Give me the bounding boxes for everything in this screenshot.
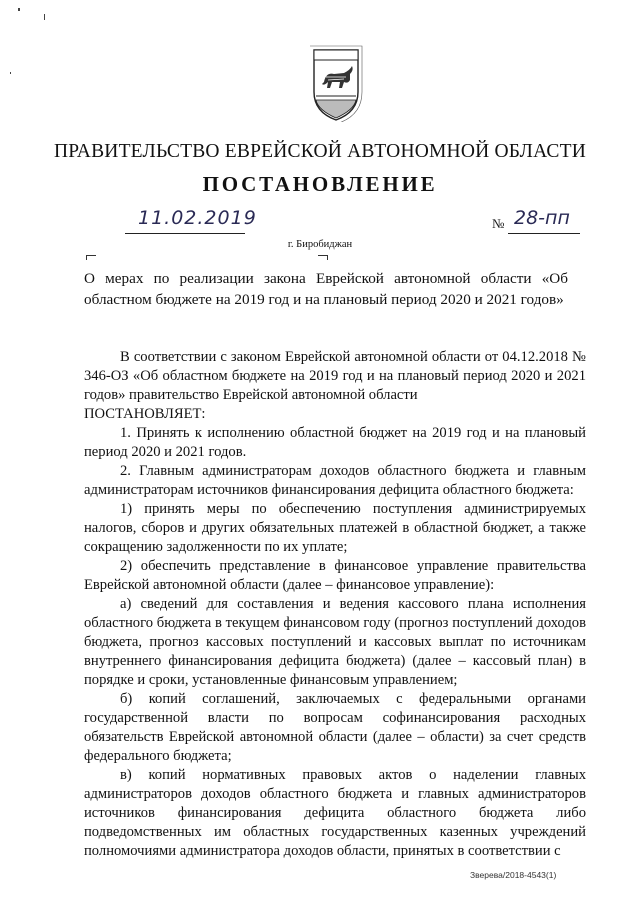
number-underline	[508, 233, 580, 234]
paragraph-2-2-a: а) сведений для составления и ведения кассового плана исполнения областного бюджета в текущем финансовом году (прогноз поступлений доходов бюджета, прогноз кассовых поступлений и кассовых выплат по источникам внутреннего финансирования дефицита бюджета) (далее – кассовый план) в порядке и сроки, установленные финансовым управлением;	[84, 596, 586, 688]
handwritten-document-number: 28-пп	[514, 207, 570, 229]
handwritten-date: 11.02.2019	[138, 207, 257, 229]
scan-speck	[18, 8, 20, 11]
footer-reference: Зверева/2018-4543(1)	[470, 870, 557, 880]
number-sign: №	[492, 216, 505, 231]
paragraph-2-2: 2) обеспечить представление в финансовое управление правительства Еврейской автономной области (далее – финансовое управление):	[84, 558, 586, 593]
city-line: г. Биробиджан	[287, 239, 353, 250]
document-body	[84, 348, 586, 861]
corner-mark-left-vertical	[86, 255, 87, 260]
corner-mark-right-vertical	[327, 255, 328, 260]
paragraph-2-2-b: б) копий соглашений, заключаемых с федеральными органами государственной власти по вопросам софинансирования расходных обязательств Еврейской автономной области (далее – области) за счет средств федерального бюджета;	[84, 691, 586, 764]
scan-speck	[10, 72, 11, 74]
government-title: ПРАВИТЕЛЬСТВО ЕВРЕЙСКОЙ АВТОНОМНОЙ ОБЛАСТИ	[53, 141, 587, 162]
coat-of-arms-emblem	[304, 44, 368, 122]
paragraph-2-2-c: в) копий нормативных правовых актов о наделении главных администраторов доходов областного бюджета и главных администраторов источников финансирования дефицита областного бюджета либо подведомственных им областных государственных казенных учреждений полномочиями администратора доходов области, принятых в соответствии с	[84, 767, 586, 859]
paragraph-1: 1. Принять к исполнению областной бюджет на 2019 год и на плановый период 2020 и 2021 годов.	[84, 425, 586, 460]
document-subject: О мерах по реализации закона Еврейской автономной области «Об областном бюджете на 2019 год и на плановый период 2020 и 2021 годов»	[84, 270, 568, 308]
corner-mark-left	[86, 255, 96, 256]
date-underline	[125, 233, 245, 234]
paragraph-2: 2. Главным администраторам доходов областного бюджета и главным администраторам источников финансирования дефицита областного бюджета:	[84, 463, 586, 498]
resolves-heading: ПОСТАНОВЛЯЕТ:	[84, 406, 206, 422]
intro-paragraph: В соответствии с законом Еврейской автономной области от 04.12.2018 № 346-ОЗ «Об областном бюджете на 2019 год и на плановый период 2020 и 2021 годов» правительство Еврейской автономной области	[84, 349, 586, 403]
document-type-heading: ПОСТАНОВЛЕНИЕ	[202, 172, 438, 196]
paragraph-2-1: 1) принять меры по обеспечению поступления администрируемых налогов, сборов и других обязательных платежей в областной бюджет, а также сокращению задолженности по их уплате;	[84, 501, 586, 555]
scan-speck	[44, 14, 45, 20]
